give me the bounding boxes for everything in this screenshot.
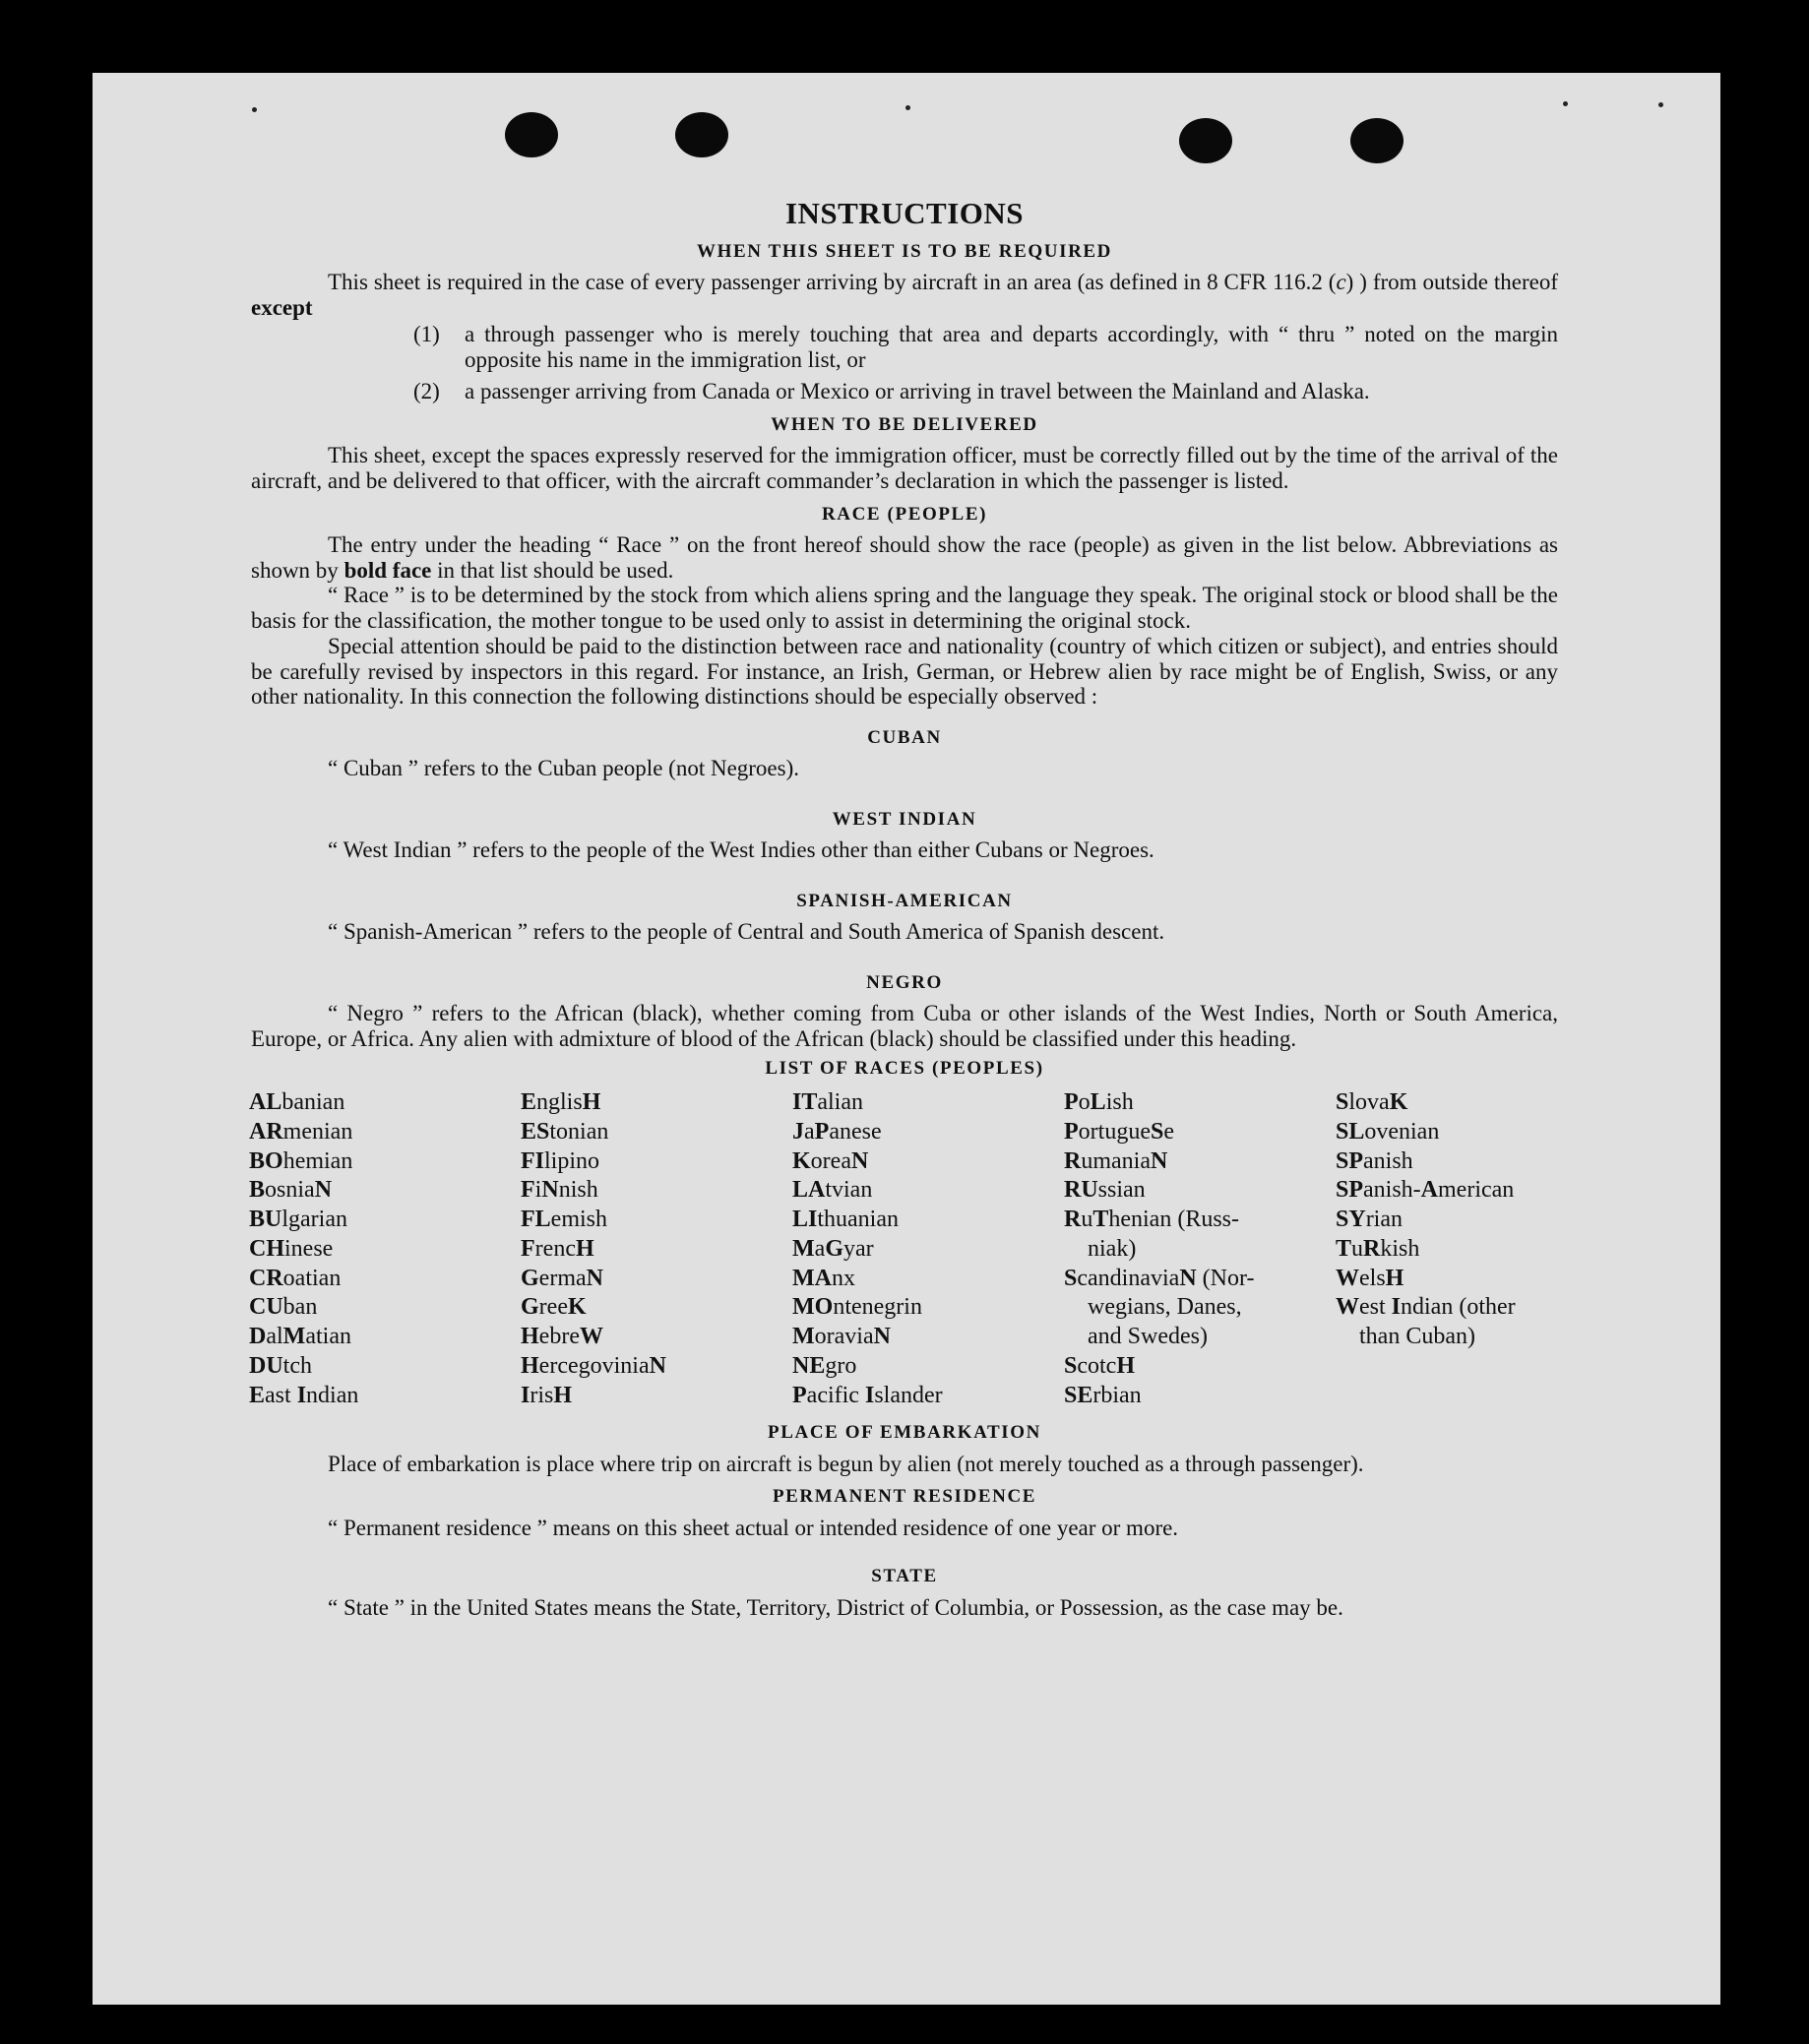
race-abbrev: D — [249, 1324, 267, 1350]
race-text: candinavia — [1077, 1265, 1180, 1291]
race-text: lova — [1348, 1089, 1390, 1116]
race-abbrev: J — [792, 1118, 804, 1145]
race-text: inese — [284, 1235, 334, 1262]
races-column — [249, 1088, 521, 1410]
race-text: alian — [817, 1089, 863, 1116]
race-abbrev: G — [521, 1265, 539, 1291]
race-entry — [1336, 1147, 1591, 1177]
race-text: orea — [810, 1147, 851, 1174]
race-abbrev: N — [649, 1352, 666, 1379]
race-entry — [521, 1323, 792, 1352]
paper-speck — [1563, 101, 1568, 106]
race-text: u — [1081, 1207, 1093, 1233]
race-abbrev: H — [582, 1089, 601, 1116]
race-text: henian (Russ- — [1108, 1207, 1240, 1233]
west-indian-text: “ West Indian ” refers to the people of the West Indies other than either Cubans or Negroes. — [328, 837, 1154, 863]
race-abbrev: MA — [792, 1265, 832, 1291]
race-abbrev: ES — [521, 1118, 550, 1145]
section-heading-required: WHEN THIS SHEET IS TO BE REQUIRED — [696, 240, 1113, 262]
race-abbrev: K — [567, 1294, 587, 1321]
race-entry — [521, 1235, 792, 1265]
race-abbrev: L — [1090, 1089, 1106, 1116]
race-text: umania — [1081, 1147, 1151, 1174]
race-abbrev: R — [1064, 1147, 1082, 1174]
race-abbrev: W — [1336, 1265, 1359, 1291]
race-abbrev: W — [579, 1324, 603, 1350]
race-abbrev: BO — [249, 1147, 283, 1174]
race-abbrev: SP — [1336, 1177, 1364, 1204]
section-heading-embarkation: PLACE OF EMBARKATION — [768, 1422, 1041, 1444]
race-text: ndian — [306, 1382, 359, 1408]
race-entry — [1336, 1293, 1591, 1323]
race-text: merican — [1438, 1177, 1515, 1204]
section-heading-west-indian: WEST INDIAN — [832, 809, 977, 831]
race-text: niak) — [1088, 1235, 1137, 1262]
race-text: ebre — [538, 1324, 580, 1350]
section-heading-delivered: WHEN TO BE DELIVERED — [771, 413, 1038, 435]
section-heading-state: STATE — [871, 1566, 938, 1587]
race-entry — [1064, 1382, 1336, 1411]
section-heading-negro: NEGRO — [866, 972, 943, 994]
race-text: lipino — [544, 1147, 600, 1174]
race-entry — [792, 1088, 1064, 1118]
race-abbrev: MO — [792, 1294, 834, 1321]
state-text: “ State ” in the United States means the State, Territory, District of Columbia, or Possession, as the case may be. — [328, 1594, 1343, 1620]
race-abbrev: DU — [249, 1352, 283, 1379]
race-entry — [521, 1265, 792, 1294]
races-list — [249, 1088, 1558, 1410]
punch-hole — [505, 112, 558, 157]
race-abbrev: T — [1336, 1235, 1352, 1262]
race-entry — [1064, 1323, 1336, 1352]
race-entry — [249, 1147, 521, 1177]
required-intro-text: This sheet is required in the case of every passenger arriving by aircraft in an area (as defined in 8 CFR 116.2 ( — [328, 269, 1337, 294]
race-text: ssian — [1097, 1177, 1146, 1204]
race-abbrev: S — [1336, 1089, 1349, 1116]
race-text: nx — [831, 1265, 855, 1291]
race-paragraph-3: Special attention should be paid to the distinction between race and nationality (country of which citizen or subject), and entries should be carefully revised by inspectors in this regard. For instance, an Irish, German, or Hebrew alien by race might be of English, Swiss, or any other nationality. In this connection the following distinctions should be especially observed : — [251, 633, 1558, 710]
race-entry — [1064, 1235, 1336, 1265]
race-text: i — [534, 1177, 542, 1204]
race-abbrev: CR — [249, 1265, 283, 1291]
race-abbrev: F — [521, 1235, 535, 1262]
race-text: ndian (other — [1401, 1294, 1516, 1321]
race-text: ish — [1105, 1089, 1134, 1116]
race-abbrev: H — [1116, 1352, 1136, 1379]
race-abbrev: LI — [792, 1207, 818, 1233]
race-text: rian — [1365, 1207, 1403, 1233]
race-text: ntenegrin — [833, 1294, 922, 1321]
race-text: gro — [825, 1352, 857, 1379]
section-heading-races-list: LIST OF RACES (PEOPLES) — [765, 1057, 1044, 1079]
race-entry — [792, 1176, 1064, 1206]
race-entry — [249, 1088, 521, 1118]
race-entry — [521, 1088, 792, 1118]
cuban-text: “ Cuban ” refers to the Cuban people (not Negroes). — [328, 756, 800, 781]
race-text: atian — [305, 1324, 351, 1350]
race-entry — [521, 1206, 792, 1235]
race-entry — [1336, 1206, 1591, 1235]
race-abbrev: G — [825, 1235, 843, 1262]
race-entry — [521, 1118, 792, 1147]
race-abbrev: S — [1150, 1118, 1164, 1145]
race-text: than Cuban) — [1359, 1324, 1475, 1350]
punch-hole — [1350, 118, 1404, 163]
race-entry — [1064, 1206, 1336, 1235]
race-abbrev: SP — [1336, 1147, 1364, 1174]
punch-hole — [1179, 118, 1232, 163]
race-text: al — [266, 1324, 283, 1350]
race-entry — [792, 1118, 1064, 1147]
permanent-text: “ Permanent residence ” means on this sheet actual or intended residence of one year or more. — [328, 1515, 1179, 1540]
negro-text: “ Negro ” refers to the African (black), whether coming from Cuba or other islands of the West Indies, North or South America, Europe, or Africa. Any alien with admixture of blood of the African (black) should be classified under this heading. — [251, 1001, 1558, 1052]
race-entry — [1336, 1118, 1591, 1147]
race-text: rbian — [1092, 1382, 1142, 1408]
race-entry — [792, 1265, 1064, 1294]
race-text: tch — [282, 1352, 312, 1379]
race-abbrev: FL — [521, 1207, 551, 1233]
instructions-content — [251, 197, 1558, 1620]
races-column — [1336, 1088, 1591, 1410]
section-heading-permanent: PERMANENT RESIDENCE — [772, 1486, 1037, 1508]
race-text: a — [804, 1118, 815, 1145]
race-abbrev: N — [314, 1177, 333, 1204]
section-heading-cuban: CUBAN — [867, 727, 942, 749]
race-text: oravia — [814, 1324, 874, 1350]
race-abbrev: K — [792, 1147, 811, 1174]
paper-speck — [905, 105, 910, 110]
race-abbrev: H — [575, 1235, 594, 1262]
race-text: nglis — [536, 1089, 583, 1116]
race-text: u — [1351, 1235, 1364, 1262]
page-title: INSTRUCTIONS — [784, 196, 1024, 230]
race-abbrev: S — [1064, 1265, 1078, 1291]
exception-number: (2) — [413, 378, 440, 403]
race-entry — [521, 1147, 792, 1177]
race-abbrev: R — [1363, 1235, 1381, 1262]
race-abbrev: B — [249, 1177, 266, 1204]
race-text: osnia — [265, 1177, 315, 1204]
embarkation-text: Place of embarkation is place where trip on aircraft is begun by alien (not merely touched as a through passenger). — [328, 1451, 1364, 1476]
race-text: ban — [282, 1294, 318, 1321]
race-text: (Nor- — [1196, 1265, 1255, 1291]
race-text: acific — [806, 1382, 865, 1408]
race-entry — [249, 1323, 521, 1352]
race-entry — [792, 1382, 1064, 1411]
race-abbrev: E — [249, 1382, 266, 1408]
race-entry — [1336, 1323, 1591, 1352]
race-entry — [521, 1293, 792, 1323]
paper-speck — [252, 107, 257, 112]
race-abbrev: SL — [1336, 1118, 1365, 1145]
race-text: ortugue — [1078, 1118, 1151, 1145]
race-text: lgarian — [281, 1207, 347, 1233]
race-abbrev: IT — [792, 1089, 818, 1116]
race-abbrev: P — [814, 1118, 830, 1145]
race-entry — [249, 1235, 521, 1265]
race-abbrev: M — [282, 1324, 306, 1350]
exception-item — [413, 379, 1558, 404]
race-abbrev: FI — [521, 1147, 544, 1174]
race-entry — [1064, 1176, 1336, 1206]
race-abbrev: P — [792, 1382, 807, 1408]
race-entry — [521, 1382, 792, 1411]
paper-speck — [1658, 102, 1663, 107]
race-text: cotc — [1077, 1352, 1117, 1379]
race-text: renc — [534, 1235, 576, 1262]
race-entry — [792, 1235, 1064, 1265]
race-entry — [792, 1323, 1064, 1352]
race-text: tvian — [825, 1177, 873, 1204]
exception-text: a passenger arriving from Canada or Mexico or arriving in travel between the Mainland and Alaska. — [465, 378, 1370, 403]
race-abbrev: H — [521, 1324, 539, 1350]
section-heading-spanish-american: SPANISH-AMERICAN — [796, 891, 1013, 912]
race-text: tonian — [549, 1118, 609, 1145]
race-abbrev: NE — [792, 1352, 826, 1379]
exception-item — [413, 322, 1558, 373]
race-abbrev: K — [1389, 1089, 1408, 1116]
race-entry — [1064, 1147, 1336, 1177]
race-abbrev: AL — [249, 1089, 282, 1116]
race-entry — [521, 1352, 792, 1382]
race-text: and Swedes) — [1088, 1324, 1208, 1350]
race-abbrev: I — [1391, 1294, 1402, 1321]
race-paragraph-1 — [251, 532, 1558, 584]
race-text: o — [1078, 1089, 1091, 1116]
race-text: est — [1359, 1294, 1392, 1321]
race-entry — [521, 1176, 792, 1206]
exception-list — [413, 322, 1558, 403]
race-entry — [1336, 1265, 1591, 1294]
race-text: anish — [1363, 1147, 1413, 1174]
race-entry — [249, 1176, 521, 1206]
race-entry — [249, 1118, 521, 1147]
race-text: kish — [1380, 1235, 1420, 1262]
race-abbrev: N — [541, 1177, 559, 1204]
race-abbrev: N — [1150, 1147, 1168, 1174]
race-text: ercegovinia — [538, 1352, 650, 1379]
race-text: emish — [550, 1207, 607, 1233]
race-entry — [792, 1147, 1064, 1177]
race-abbrev: RU — [1064, 1177, 1098, 1204]
race-abbrev: G — [521, 1294, 539, 1321]
race-entry — [249, 1352, 521, 1382]
race-entry — [792, 1206, 1064, 1235]
race-abbrev: LA — [792, 1177, 826, 1204]
race-abbrev: W — [1336, 1294, 1359, 1321]
race-text: anish- — [1363, 1177, 1421, 1204]
race-text: ast — [265, 1382, 297, 1408]
exception-text: a through passenger who is merely touching that area and departs accordingly, with “ thru ” noted on the margin opposite his name in the immigration list, or — [465, 322, 1558, 373]
race-entry — [1064, 1088, 1336, 1118]
race-text: nish — [558, 1177, 598, 1204]
exception-number: (1) — [413, 322, 440, 347]
race-abbrev: R — [1064, 1207, 1082, 1233]
required-intro-text-2: ) ) from outside thereof — [1345, 269, 1558, 294]
race-abbrev: N — [586, 1265, 603, 1291]
race-abbrev: S — [1064, 1352, 1078, 1379]
race-text: slander — [874, 1382, 943, 1408]
spanish-american-text: “ Spanish-American ” refers to the people of Central and South America of Spanish descent. — [328, 919, 1165, 945]
race-abbrev: A — [1420, 1177, 1439, 1204]
race-entry — [1336, 1088, 1591, 1118]
race-abbrev: F — [521, 1177, 535, 1204]
race-abbrev: CU — [249, 1294, 283, 1321]
race-entry — [792, 1293, 1064, 1323]
race-entry — [249, 1293, 521, 1323]
race-text: anese — [829, 1118, 882, 1145]
race-abbrev: I — [521, 1382, 530, 1408]
race-paragraph-2: “ Race ” is to be determined by the stock from which aliens spring and the language they speak. The original stock or blood shall be the basis for the classification, the mother tongue to be used only to assist in determining the original stock. — [251, 583, 1558, 634]
punch-hole — [675, 112, 728, 157]
required-intro-except: except — [251, 294, 313, 320]
race-entry — [792, 1352, 1064, 1382]
race-entry — [1064, 1352, 1336, 1382]
race-entry — [249, 1265, 521, 1294]
race-abbrev: M — [792, 1235, 815, 1262]
race-abbrev: CH — [249, 1235, 284, 1262]
race-entry — [1064, 1265, 1336, 1294]
delivered-text: This sheet, except the spaces expressly reserved for the immigration officer, must be correctly filled out by the time of the arrival of the aircraft, and be delivered to that officer, with the aircraft commander’s declaration in which the passenger is listed. — [251, 443, 1558, 493]
race-abbrev: BU — [249, 1207, 282, 1233]
race-p1-text: The entry under the heading “ Race ” on the front hereof should show the race (people) as given in the list below. Abbreviations as shown by — [251, 531, 1558, 583]
race-text: erma — [538, 1265, 587, 1291]
race-text: ree — [538, 1294, 568, 1321]
race-abbrev: N — [873, 1324, 891, 1350]
race-abbrev: T — [1092, 1207, 1109, 1233]
race-abbrev: I — [296, 1382, 307, 1408]
required-intro — [251, 270, 1558, 321]
race-abbrev: E — [521, 1089, 537, 1116]
race-text: wegians, Danes, — [1088, 1294, 1242, 1321]
race-abbrev: SE — [1064, 1382, 1093, 1408]
section-heading-race: RACE (PEOPLE) — [821, 503, 988, 525]
race-text: ovenian — [1364, 1118, 1440, 1145]
race-p1-bold: bold face — [343, 557, 432, 583]
race-abbrev: H — [1385, 1265, 1404, 1291]
races-column — [521, 1088, 792, 1410]
race-abbrev: H — [553, 1382, 573, 1408]
race-abbrev: H — [521, 1352, 539, 1379]
race-text: thuanian — [817, 1207, 899, 1233]
race-text: oatian — [282, 1265, 342, 1291]
race-abbrev: P — [1064, 1118, 1079, 1145]
race-text: banian — [281, 1089, 345, 1116]
races-column — [792, 1088, 1064, 1410]
race-text: e — [1163, 1118, 1174, 1145]
race-entry — [1336, 1235, 1591, 1265]
race-abbrev: I — [864, 1382, 875, 1408]
required-intro-italic: c — [1336, 269, 1346, 294]
races-column — [1064, 1088, 1336, 1410]
race-entry — [1064, 1293, 1336, 1323]
race-abbrev: M — [792, 1324, 815, 1350]
race-abbrev: P — [1064, 1089, 1079, 1116]
race-text: menian — [282, 1118, 353, 1145]
race-abbrev: N — [1179, 1265, 1197, 1291]
race-entry — [249, 1206, 521, 1235]
race-abbrev: SY — [1336, 1207, 1366, 1233]
race-abbrev: N — [850, 1147, 869, 1174]
race-entry — [249, 1382, 521, 1411]
race-text: els — [1359, 1265, 1386, 1291]
race-text: a — [814, 1235, 826, 1262]
race-entry — [1336, 1176, 1591, 1206]
race-text: hemian — [282, 1147, 353, 1174]
race-text: ris — [530, 1382, 554, 1408]
race-p1-text-2: in that list should be used. — [431, 557, 674, 583]
race-entry — [1064, 1118, 1336, 1147]
race-abbrev: AR — [249, 1118, 283, 1145]
race-text: yar — [842, 1235, 874, 1262]
